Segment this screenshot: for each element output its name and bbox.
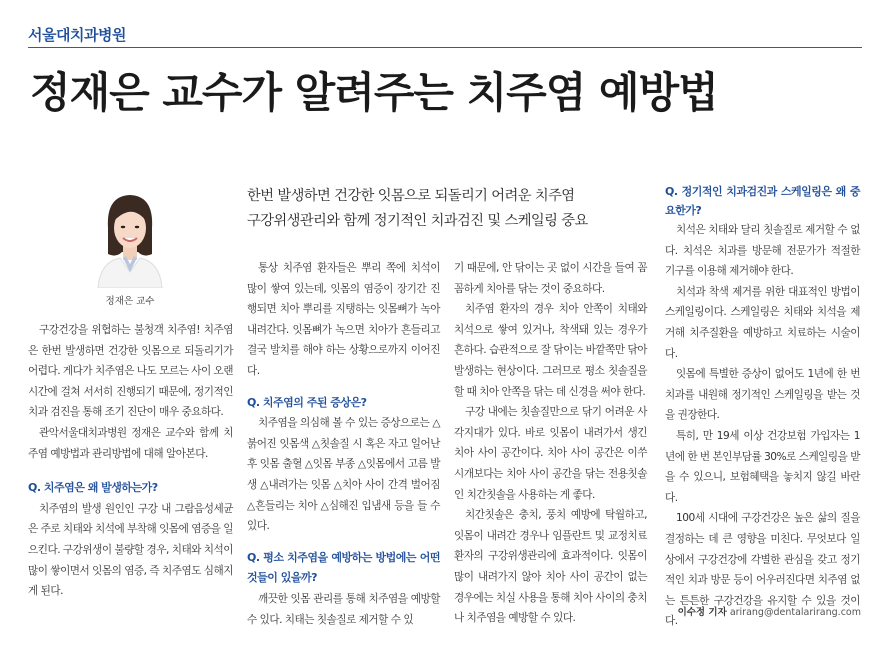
section-label: 서울대치과병원 [28, 26, 126, 44]
paragraph: 치주염의 발생 원인인 구강 내 그람음성세균은 주로 치태와 치석에 부착해 잇몸에 염증을 일으킨다. 구강위생이 불량할 경우, 치태와 치석이 많이 쌓이면서 잇몸의 염증, 즉 치주염도 심해지게 된다. [28, 502, 234, 598]
paragraph: 치주염을 의심해 볼 수 있는 증상으로는 △붉어진 잇몸색 △칫솔질 시 혹은 자고 일어난 후 잇몸 출혈 △잇몸 부종 △잇몸에서 고름 발생 △내려가는 잇몸 △치아 사이 간격 벌어짐 △흔들리는 치아 △심해진 입냄새 등을 들 수 있다. [247, 417, 440, 533]
paragraph: 치석은 치태와 달리 칫솔질로 제거할 수 없다. 치석은 치과를 방문해 전문가가 적절한 기구를 이용해 제거해야 한다. [665, 224, 860, 278]
paragraph: 구강 내에는 칫솔질만으로 닦기 어려운 사각지대가 있다. 바로 잇몸이 내려가서 생긴 치아 사이 공간이다. 치아 사이 공간은 이쑤시개보다는 치아 사이 공간을 닦는 전용칫솔인 치간칫솔을 사용하는 게 좋다. [454, 406, 647, 501]
portrait-image [90, 188, 170, 288]
question-heading: Q. 치주염은 왜 발생하는가? [28, 481, 158, 495]
reporter-name: 이수정 기자 [677, 607, 727, 618]
photo-caption: 정재은 교수 [105, 296, 155, 307]
header-divider [28, 47, 862, 48]
paragraph: 100세 시대에 구강건강은 높은 삶의 질을 결정하는 데 큰 영향을 미친다. 무엇보다 일상에서 구강건강에 각별한 관심을 갖고 정기적인 치과 방문 등이 어우러진다면 치주염 없는 튼튼한 구강건강을 유지할 수 있을 것이다. [665, 512, 860, 628]
article-column-2 [247, 258, 440, 630]
subtitle-line: 한번 발생하면 건강한 잇몸으로 되돌리기 어려운 치주염 [247, 188, 575, 204]
article-column-1 [28, 320, 233, 602]
article-column-3 [454, 258, 647, 629]
paragraph: 치주염 환자의 경우 치아 안쪽이 치태와 치석으로 쌓여 있거나, 착색돼 있는 경우가 흔하다. 습관적으로 잘 닦이는 바깥쪽만 닦아 발생하는 현상이다. 그러므로 평소 칫솔질을 할 때 치아 안쪽을 닦는 데 신경을 써야 한다. [454, 303, 647, 398]
paragraph: 특히, 만 19세 이상 건강보험 가입자는 1년에 한 번 본인부담률 30%로 스케일링을 받을 수 있으니, 보험혜택을 놓치지 않길 바란다. [665, 429, 860, 504]
paragraph: 잇몸에 특별한 증상이 없어도 1년에 한 번 치과를 내원해 정기적인 스케일링을 받는 것을 권장한다. [665, 368, 860, 422]
paragraph: 구강건강을 위협하는 불청객 치주염! 치주염은 한번 발생하면 건강한 잇몸으로 되돌리기가 어렵다. 게다가 치주염은 나도 모르는 사이 오랜 시간에 걸쳐 서서히 진행되기 때문에, 정기적인 치과 검진을 통해 조기 진단이 매우 중요하다. [28, 324, 234, 419]
question-heading: Q. 정기적인 치과검진과 스케일링은 왜 중요한가? [665, 185, 860, 217]
paragraph: 치간칫솔은 충치, 풍치 예방에 탁월하고, 잇몸이 내려간 경우나 임플란트 및 교정치료 환자의 구강위생관리에 효과적이다. 잇몸이 많이 내려가지 않아 치아 사이 공간이 없는 경우에는 치실 사용을 통해 치아 사이의 충치나 치주염을 예방할 수 있다. [454, 509, 647, 625]
reporter-email: arirang@dentalarirang.com [729, 607, 861, 618]
paragraph: 치석과 착색 제거를 위한 대표적인 방법이 스케일링이다. 스케일링은 치태와 치석을 제거해 치주질환을 예방하고 치료하는 시술이다. [665, 285, 860, 360]
professor-photo [90, 188, 170, 288]
paragraph: 깨끗한 잇몸 관리를 통해 치주염을 예방할 수 있다. 치태는 칫솔질로 제거할 수 있 [247, 592, 440, 626]
subtitle [247, 184, 652, 234]
byline [678, 604, 861, 618]
article-column-4 [665, 182, 860, 632]
question-heading: Q. 치주염의 주된 증상은? [247, 395, 367, 409]
paragraph: 기 때문에, 안 닦이는 곳 없이 시간을 들여 꼼꼼하게 치아를 닦는 것이 중요하다. [454, 262, 647, 295]
headline: 정재은 교수가 알려주는 치주염 예방법 [30, 68, 718, 117]
question-heading: Q. 평소 치주염을 예방하는 방법에는 어떤 것들이 있을까? [247, 550, 440, 585]
paragraph: 통상 치주염 환자들은 뿌리 쪽에 치석이 많이 쌓여 있는데, 잇몸의 염증이 장기간 진행되면 치아 뿌리를 지탱하는 잇몸뼈가 녹아 내려간다. 잇몸뼈가 녹으면 치아가 흔들리고 결국 발치를 해야 하는 상황으로까지 이어진다. [247, 262, 440, 377]
paragraph: 관악서울대치과병원 정재은 교수와 함께 치주염 예방법과 관리방법에 대해 알아본다. [28, 426, 233, 460]
subtitle-line: 구강위생관리와 함께 정기적인 치과검진 및 스케일링 중요 [247, 213, 588, 229]
